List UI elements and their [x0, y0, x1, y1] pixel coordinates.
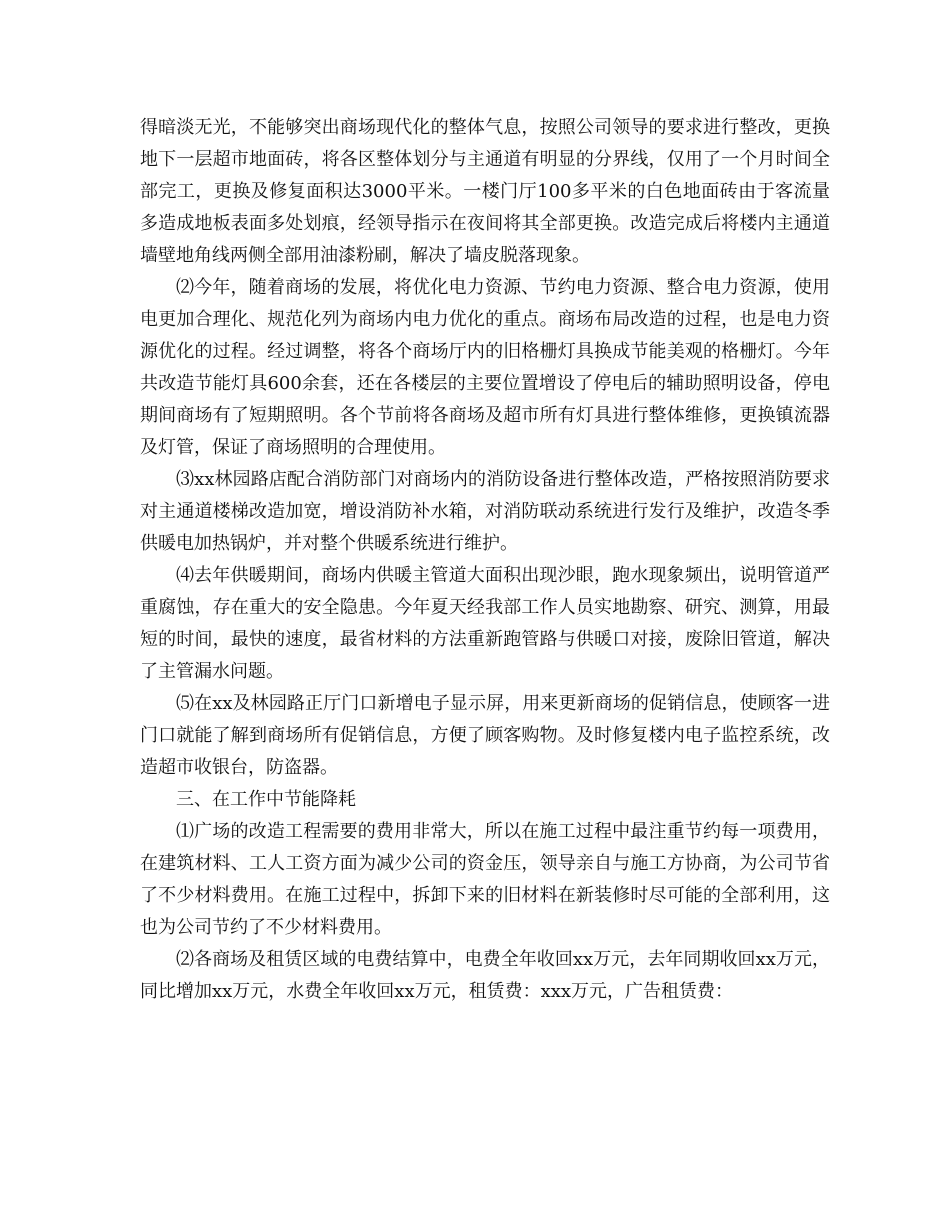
document-page: [140, 112, 830, 1008]
paragraph-energy-2: ⑵各商场及租赁区域的电费结算中，电费全年收回xx万元，去年同期收回xx万元，同比增加xx万元，水费全年收回xx万元，租赁费：xxx万元，广告租赁费：: [140, 949, 830, 1002]
paragraph-item-3: ⑶xx林园路店配合消防部门对商场内的消防设备进行整体改造，严格按照消防要求对主通道楼梯改造加宽，增设消防补水箱，对消防联动系统进行发行及维护，改造冬季供暖电加热锅炉，并对整个供暖系统进行维护。: [140, 469, 830, 554]
paragraph-energy-1: ⑴广场的改造工程需要的费用非常大，所以在施工过程中最注重节约每一项费用，在建筑材料、工人工资方面为减少公司的资金压，领导亲自与施工方协商，为公司节省了不少材料费用。在施工过程中，拆卸下来的旧材料在新装修时尽可能的全部利用，这也为公司节约了不少材料费用。: [140, 821, 830, 938]
paragraph-item-2: ⑵今年，随着商场的发展，将优化电力资源、节约电力资源、整合电力资源，使用电更加合理化、规范化列为商场内电力优化的重点。商场布局改造的过程，也是电力资源优化的过程。经过调整，将各个商场厅内的旧格栅灯具换成节能美观的格栅灯。今年共改造节能灯具600余套，还在各楼层的主要位置增设了停电后的辅助照明设备，停电期间商场有了短期照明。各个节前将各商场及超市所有灯具进行整体维修，更换镇流器及灯管，保证了商场照明的合理使用。: [140, 277, 830, 458]
paragraph-item-5: ⑸在xx及林园路正厅门口新增电子显示屏，用来更新商场的促销信息，使顾客一进门口就能了解到商场所有促销信息，方便了顾客购物。及时修复楼内电子监控系统，改造超市收银台，防盗器。: [140, 693, 830, 778]
section-heading-3: 三、在工作中节能降耗: [176, 789, 356, 810]
paragraph-continuation: 得暗淡无光，不能够突出商场现代化的整体气息，按照公司领导的要求进行整改，更换地下一层超市地面砖，将各区整体划分与主通道有明显的分界线，仅用了一个月时间全部完工，更换及修复面积达3000平米。一楼门厅100多平米的白色地面砖由于客流量多造成地板表面多处划痕，经领导指示在夜间将其全部更换。改造完成后将楼内主通道墙壁地角线两侧全部用油漆粉刷，解决了墙皮脱落现象。: [140, 117, 830, 266]
paragraph-item-4: ⑷去年供暖期间，商场内供暖主管道大面积出现沙眼，跑水现象频出，说明管道严重腐蚀，存在重大的安全隐患。今年夏天经我部工作人员实地勘察、研究、测算，用最短的时间，最快的速度，最省材料的方法重新跑管路与供暖口对接，废除旧管道，解决了主管漏水问题。: [140, 565, 830, 682]
